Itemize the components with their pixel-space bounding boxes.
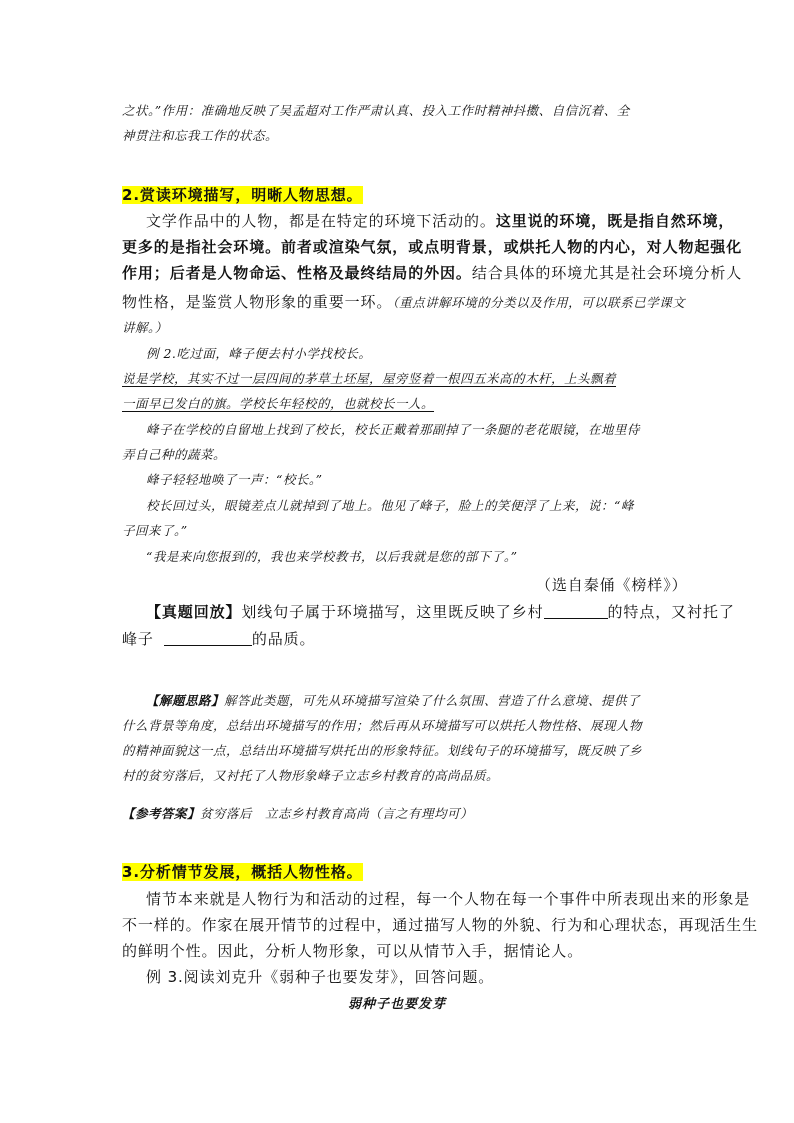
narrative-line: 子回来了。” (122, 523, 188, 538)
underlined-sentence: 一面早已发白的旗。学校长年轻校的，也就校长一人。 (122, 396, 435, 411)
intro-line: 作用；后者是人物命运、性格及最终结局的外因。结合具体的环境尤其是社会环境分析人 (122, 264, 743, 282)
solution-line: 村的贫穷落后，又衬托了人物形象峰子立志乡村教育的高尚品质。 (122, 768, 500, 783)
intro-line: 物性格，是鉴赏人物形象的重要一环。（重点讲解环境的分类以及作用，可以联系已学课文 (122, 293, 686, 311)
narrative-line: 峰子轻轻地唤了一声：“校长。” (146, 472, 323, 487)
solution-line: 的精神面貌这一点，总结出环境描写烘托出的形象特征。划线句子的环境描写，既反映了乡 (122, 743, 643, 758)
intro-line: 讲解。） (122, 320, 168, 335)
narrative-line: 峰子在学校的自留地上找到了校长，校长正戴着那副掉了一条腿的老花眼镜，在地里侍 (146, 422, 641, 437)
body-line: 情节本来就是人物行为和活动的过程，每一个人物在每一个事件中所表现出来的形象是 (146, 890, 751, 908)
body-line: 例 3.阅读刘克升《弱种子也要发芽》，回答问题。 (146, 968, 495, 986)
paragraph-line: 之状。”作用：准确地反映了吴孟超对工作严肃认真、投入工作时精神抖擞、自信沉着、全 (122, 103, 630, 118)
section-heading: 3.分析情节发展，概括人物性格。 (122, 863, 363, 881)
solution-line: 【解题思路】解答此类题，可先从环境描写渲染了什么氛围、营造了什么意境、提供了 (146, 693, 641, 708)
body-line: 的鲜明个性。因此，分析人物形象，可以从情节入手，据情论人。 (122, 942, 584, 960)
answer-line: 【参考答案】贫穷落后 立志乡村教育高尚（言之有理均可） (122, 806, 474, 821)
narrative-line: 校长回过头，眼镜差点儿就掉到了地上。他见了峰子，脸上的笑便浮了上来，说：“峰 (146, 498, 634, 513)
intro-line: 更多的是指社会环境。前者或渲染气氛，或点明背景，或烘托人物的内心，对人物起强化 (122, 238, 743, 256)
body-line: 不一样的。作家在展开情节的过程中，通过描写人物的外貌、行为和心理状态，再现活生生 (122, 916, 759, 934)
answer-blank (544, 604, 608, 619)
example-label: 例 2.吃过面，峰子便去村小学找校长。 (146, 346, 372, 361)
solution-line: 什么背景等角度，总结出环境描写的作用；然后再从环境描写可以烘托人物性格、展现人物 (122, 718, 643, 733)
narrative-line: “我是来向您报到的，我也来学校教书，以后我就是您的部下了。” (146, 549, 518, 564)
article-title: 弱种子也要发芽 (347, 997, 446, 1012)
source-citation: （选自秦俑《榜样》） (536, 576, 688, 594)
question-line: 峰子 的品质。 (122, 630, 316, 648)
underlined-sentence: 说是学校，其实不过一层四间的茅草土坯屋，屋旁竖着一根四五米高的木杆，上头飘着 (122, 371, 617, 386)
section-heading: 2.赏读环境描写，明晰人物思想。 (122, 186, 363, 204)
question-line: 【真题回放】划线句子属于环境描写，这里既反映了乡村 的特点，又衬托了 (146, 603, 735, 621)
intro-line: 文学作品中的人物，都是在特定的环境下活动的。这里说的环境，既是指自然环境， (146, 212, 735, 230)
answer-blank (164, 631, 252, 646)
paragraph-line: 神贯注和忘我工作的状态。 (122, 128, 279, 143)
narrative-line: 弄自己种的蔬菜。 (122, 447, 227, 462)
